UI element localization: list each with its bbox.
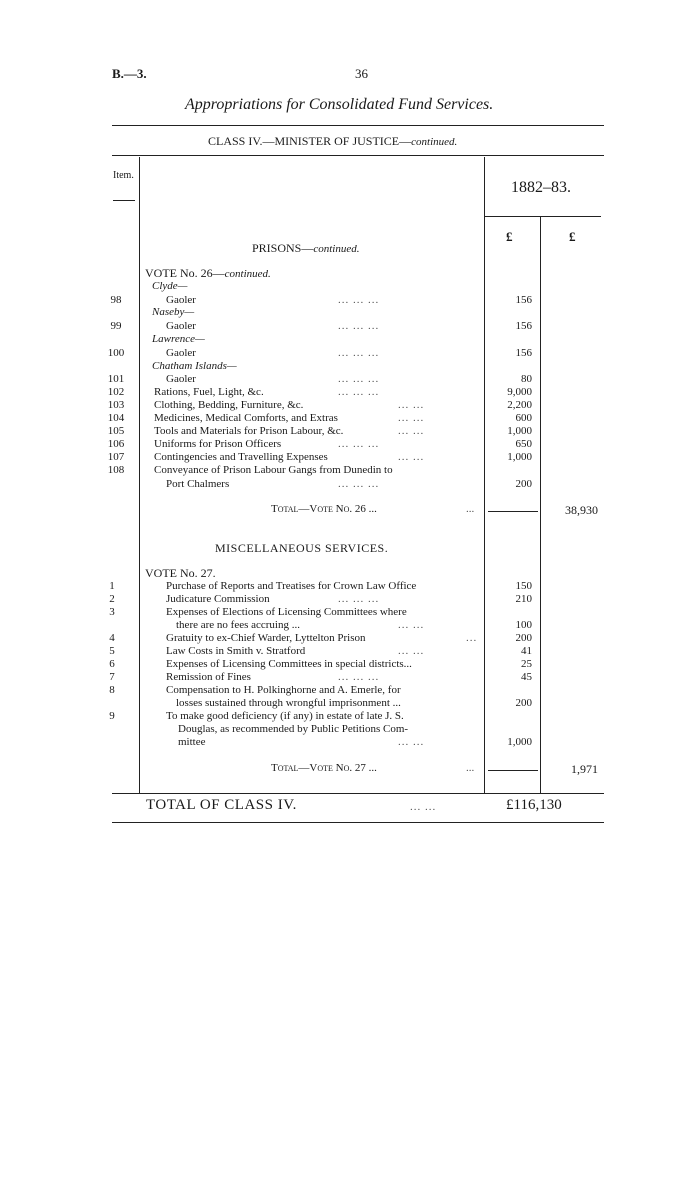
item-number: 6 bbox=[109, 658, 115, 670]
prisons-heading bbox=[252, 241, 360, 256]
leader-dots: ... ... bbox=[398, 451, 425, 463]
amount: 600 bbox=[515, 412, 532, 424]
item-number: 104 bbox=[107, 412, 125, 424]
class-total-label: TOTAL OF CLASS IV. bbox=[146, 797, 297, 813]
row-text-continued: mittee bbox=[178, 736, 206, 748]
subheading-clyde: Clyde— bbox=[152, 280, 188, 292]
prisons-heading-text: PRISONS— bbox=[252, 241, 314, 255]
item-number: 105 bbox=[107, 425, 125, 437]
item-column-divider bbox=[139, 157, 140, 793]
vote-26-continued: continued. bbox=[224, 268, 271, 280]
subheading-lawrence: Lawrence— bbox=[152, 333, 205, 345]
row-text: Compensation to H. Polkinghorne and A. Emerle, for bbox=[166, 684, 401, 696]
class-title-continued: continued. bbox=[411, 136, 458, 148]
year-header: 1882–83. bbox=[511, 179, 571, 196]
row-text-continued: losses sustained through wrongful imprisonment ... bbox=[176, 697, 401, 709]
row-text: Gaoler bbox=[166, 347, 196, 359]
row-text: Rations, Fuel, Light, &c. bbox=[154, 386, 264, 398]
rule-final bbox=[112, 822, 604, 823]
item-number: 102 bbox=[107, 386, 125, 398]
amount: 9,000 bbox=[507, 386, 532, 398]
class-title bbox=[208, 134, 457, 149]
item-number: 106 bbox=[107, 438, 125, 450]
amount: 200 bbox=[515, 632, 532, 644]
amount: 200 bbox=[515, 478, 532, 490]
rule-top bbox=[112, 125, 604, 126]
amount: 150 bbox=[515, 580, 532, 592]
vote-27-total: 1,971 bbox=[571, 762, 598, 776]
item-number: 1 bbox=[109, 580, 115, 592]
row-text-continued: there are no fees accruing ... bbox=[176, 619, 300, 631]
amount: 41 bbox=[521, 645, 532, 657]
class-title-text: CLASS IV.—MINISTER OF JUSTICE— bbox=[208, 134, 412, 148]
item-column-header: Item. bbox=[113, 170, 134, 181]
item-number: 99 bbox=[110, 320, 122, 332]
leader-dots: ... ... bbox=[398, 736, 425, 748]
amount: 156 bbox=[515, 320, 532, 332]
row-text: Gaoler bbox=[166, 294, 196, 306]
subtotal-rule bbox=[488, 511, 538, 512]
amount: 45 bbox=[521, 671, 532, 683]
row-text: Contingencies and Travelling Expenses bbox=[154, 451, 328, 463]
item-header-rule bbox=[113, 200, 135, 201]
row-text: Conveyance of Prison Labour Gangs from Dunedin to bbox=[154, 464, 393, 476]
row-text: Gaoler bbox=[166, 320, 196, 332]
vote-26-heading bbox=[145, 266, 271, 281]
year-rule bbox=[484, 216, 601, 217]
document-reference: B.—3. bbox=[112, 66, 147, 81]
item-number: 9 bbox=[109, 710, 115, 722]
row-text: Gaoler bbox=[166, 373, 196, 385]
row-text-continued: Douglas, as recommended by Public Petitions Com- bbox=[178, 723, 409, 735]
row-text: To make good deficiency (if any) in estate of late J. S. bbox=[166, 710, 404, 722]
row-text: Purchase of Reports and Treatises for Crown Law Office bbox=[166, 580, 417, 592]
leader-dots: ... ... ... bbox=[338, 671, 380, 683]
leader-dots: ... bbox=[466, 503, 475, 515]
row-text: Expenses of Licensing Committees in special districts... bbox=[166, 658, 412, 670]
subheading-chatham-islands: Chatham Islands— bbox=[152, 360, 237, 372]
class-total-amount: £116,130 bbox=[506, 797, 562, 813]
row-text: Clothing, Bedding, Furniture, &c. bbox=[154, 399, 304, 411]
rule-bottom bbox=[112, 793, 604, 794]
leader-dots: ... ... bbox=[410, 801, 437, 813]
leader-dots: ... ... ... bbox=[338, 386, 380, 398]
leader-dots: ... ... bbox=[398, 645, 425, 657]
prisons-heading-continued: continued. bbox=[313, 243, 360, 255]
currency-column-2: £ bbox=[569, 229, 576, 244]
misc-heading: MISCELLANEOUS SERVICES. bbox=[215, 541, 389, 555]
vote-27-heading: VOTE No. 27. bbox=[145, 566, 216, 580]
vote-26-total-label: Total—Vote No. 26 ... bbox=[271, 503, 377, 515]
row-text: Gratuity to ex-Chief Warder, Lyttelton Prison bbox=[166, 632, 366, 644]
leader-dots: ... ... ... bbox=[338, 320, 380, 332]
amount: 80 bbox=[521, 373, 532, 385]
row-text: Law Costs in Smith v. Stratford bbox=[166, 645, 306, 657]
rule-class bbox=[112, 155, 604, 156]
item-number: 100 bbox=[107, 347, 125, 359]
page-number: 36 bbox=[355, 66, 368, 81]
leader-dots: ... ... ... bbox=[338, 438, 380, 450]
amount: 2,200 bbox=[507, 399, 532, 411]
amount: 156 bbox=[515, 347, 532, 359]
leader-dots: ... bbox=[466, 762, 475, 774]
vote-26-text: VOTE No. 26— bbox=[145, 266, 225, 280]
subheading-naseby: Naseby— bbox=[152, 306, 195, 318]
leader-dots: ... ... bbox=[398, 425, 425, 437]
leader-dots: ... ... ... bbox=[338, 373, 380, 385]
item-number: 101 bbox=[107, 373, 125, 385]
leader-dots: ... bbox=[466, 632, 478, 644]
amount: 1,000 bbox=[507, 425, 532, 437]
amount: 210 bbox=[515, 593, 532, 605]
leader-dots: ... ... bbox=[398, 412, 425, 424]
subtotal-rule bbox=[488, 770, 538, 771]
vote-27-total-label: Total—Vote No. 27 ... bbox=[271, 762, 377, 774]
row-text: Judicature Commission bbox=[166, 593, 270, 605]
item-number: 7 bbox=[109, 671, 115, 683]
currency-column-1: £ bbox=[506, 229, 513, 244]
row-text: Expenses of Elections of Licensing Committees where bbox=[166, 606, 407, 618]
leader-dots: ... ... ... bbox=[338, 593, 380, 605]
leader-dots: ... ... ... bbox=[338, 347, 380, 359]
amount: 200 bbox=[515, 697, 532, 709]
item-number: 103 bbox=[107, 399, 125, 411]
item-number: 107 bbox=[107, 451, 125, 463]
item-number: 8 bbox=[109, 684, 115, 696]
row-text-continued: Port Chalmers bbox=[166, 478, 230, 490]
leader-dots: ... ... ... bbox=[338, 294, 380, 306]
amount: 650 bbox=[515, 438, 532, 450]
item-number: 108 bbox=[107, 464, 125, 476]
leader-dots: ... ... bbox=[398, 619, 425, 631]
amount: 1,000 bbox=[507, 451, 532, 463]
page-title: Appropriations for Consolidated Fund Services. bbox=[185, 96, 494, 113]
total-column-divider bbox=[540, 216, 541, 793]
amount: 1,000 bbox=[507, 736, 532, 748]
vote-26-total: 38,930 bbox=[565, 503, 598, 517]
row-text: Tools and Materials for Prison Labour, &c. bbox=[154, 425, 344, 437]
amount-column-divider bbox=[484, 157, 485, 793]
item-number: 5 bbox=[109, 645, 115, 657]
item-number: 4 bbox=[109, 632, 115, 644]
item-number: 98 bbox=[110, 294, 122, 306]
leader-dots: ... ... bbox=[398, 399, 425, 411]
row-text: Remission of Fines bbox=[166, 671, 251, 683]
amount: 156 bbox=[515, 294, 532, 306]
row-text: Medicines, Medical Comforts, and Extras bbox=[154, 412, 338, 424]
item-number: 2 bbox=[109, 593, 115, 605]
amount: 25 bbox=[521, 658, 532, 670]
row-text: Uniforms for Prison Officers bbox=[154, 438, 282, 450]
amount: 100 bbox=[515, 619, 532, 631]
leader-dots: ... ... ... bbox=[338, 478, 380, 490]
item-number: 3 bbox=[109, 606, 115, 618]
